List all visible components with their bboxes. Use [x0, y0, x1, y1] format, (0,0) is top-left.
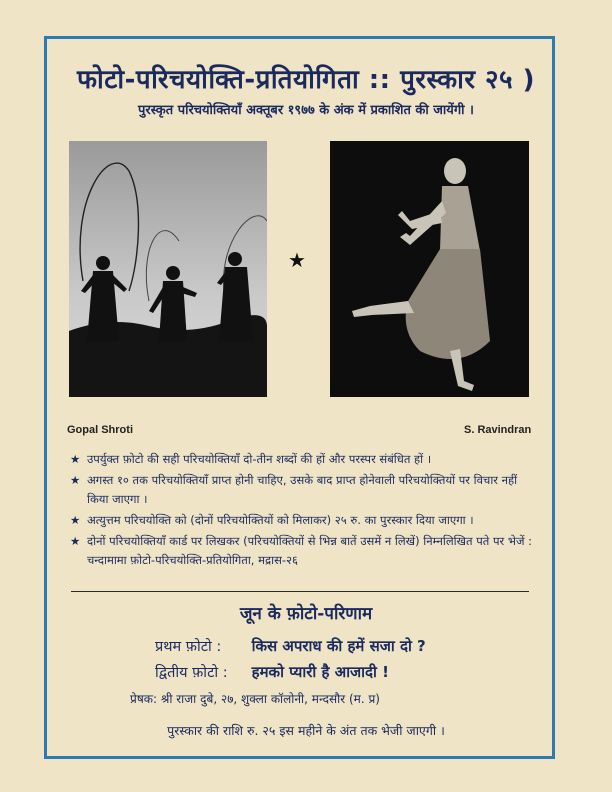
prize-note: पुरस्कार की राशि रु. २५ इस महीने के अंत तक भेजी जाएगी । [167, 723, 445, 738]
result-first-answer: किस अपराध की हमें सजा दो ? [251, 637, 426, 655]
result-second-row [155, 662, 389, 682]
rule-item: ★ अगस्त १० तक परिचयोक्तियाँ प्राप्त होनी चाहिए, उसके बाद प्राप्त होनेवाली परिचयोक्तियों पर विचार नहीं किया जाएगा । [70, 473, 518, 506]
rule-item: ★ अत्युत्तम परिचयोक्ति को (दोनों परिचयोक्तियों को मिलाकर) २५ रु. का पुरस्कार दिया जाएगा । [70, 511, 538, 530]
star-icon: ★ [288, 248, 306, 272]
result-first-row [155, 636, 426, 656]
photo-right-dancer [330, 141, 529, 397]
sender-line: प्रेषक: श्री राजा दुबे, २७, शुक्ला कॉलोनी, मन्दसौर (म. प्र) [130, 692, 380, 706]
result-second-label: द्वितीय फ़ोटो : [155, 665, 228, 681]
photo-left-silhouettes [69, 141, 267, 397]
page-title: फोटो-परिचयोक्ति-प्रतियोगिता :: पुरस्कार २५ ) [76, 65, 535, 95]
star-bullet-icon: ★ [70, 534, 81, 548]
star-bullet-icon: ★ [70, 513, 81, 527]
star-bullet-icon: ★ [70, 473, 81, 487]
result-second-answer: हमको प्यारी है आजादी ! [251, 663, 389, 681]
photo-credit-right: S. Ravindran [464, 424, 532, 436]
photo-credit-left: Gopal Shroti [67, 424, 133, 436]
rule-item: ★ उपर्युक्त फ़ोटो की सही परिचयोक्तियाँ दो-तीन शब्दों की हों और परस्पर संबंधित हों । [70, 450, 538, 469]
rule-item: ★ दोनों परिचयोक्तियाँ कार्ड पर लिखकर (परिचयोक्तियों से भिन्न बातें उसमें न लिखें) निम्नलिखित पते पर भेजें : चन्दामामा फ़ोटो-परिचयोक्ति-प्रतियोगिता, मद्रास-२६ [70, 534, 533, 567]
page-subtitle: पुरस्कृत परिचयोक्तियाँ अक्तूबर १९७७ के अंक में प्रकाशित की जायेंगी । [138, 103, 474, 118]
results-title: जून के फ़ोटो-परिणाम [239, 604, 373, 624]
result-first-label: प्रथम फ़ोटो : [155, 639, 222, 655]
rules-list [70, 450, 538, 572]
star-bullet-icon: ★ [70, 452, 81, 466]
section-divider [71, 591, 529, 592]
